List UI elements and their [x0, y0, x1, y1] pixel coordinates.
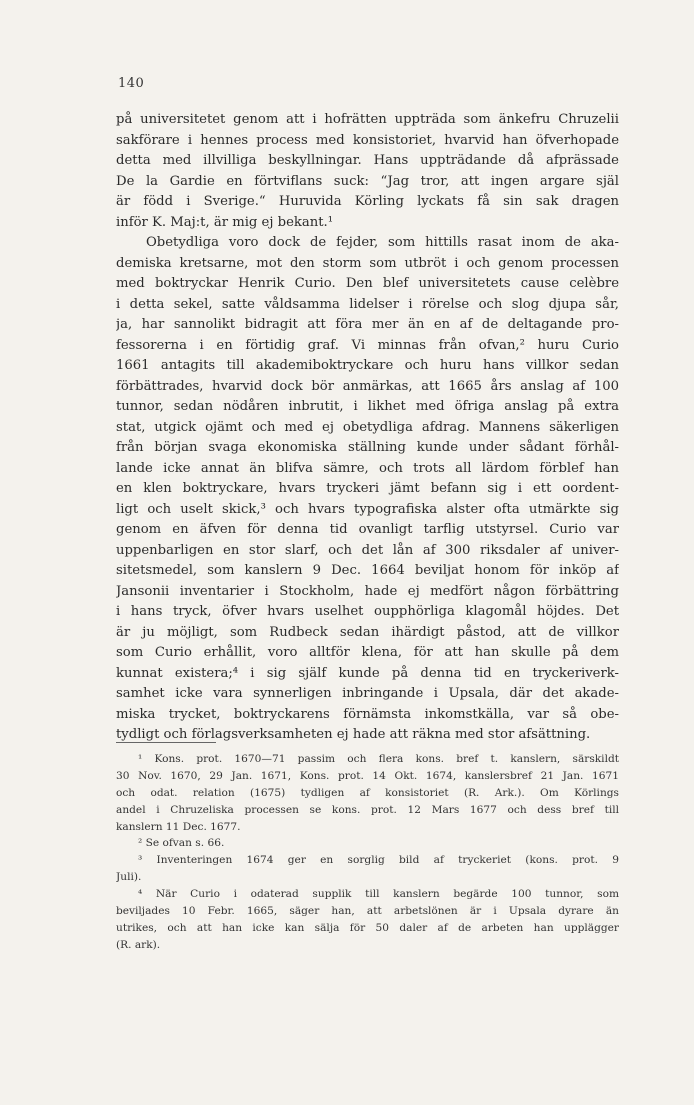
footnote-line: beviljades 10 Febr. 1665, säger han, att arbetslönen är i Upsala dyrare än	[116, 905, 619, 918]
text-line: på universitetet genom att i hofrätten uppträda som änkefru Chruzelii	[116, 112, 619, 127]
footnote-line: och odat. relation (1675) tydligen af konsistoriet (R. Ark.). Om Körlings	[116, 786, 619, 799]
text-line: tydligt och förlagsverksamheten ej hade att räkna med stor afsättning.	[116, 727, 591, 742]
footnote-line: ¹ Kons. prot. 1670—71 passim och flera kons. bref t. kanslern, särskildt	[138, 753, 619, 765]
text-line: tunnor, sedan nödåren inbrutit, i likhet med öfriga anslag på extra	[116, 399, 619, 414]
text-line: förbättrades, hvarvid dock bör anmärkas, att 1665 års anslag af 100	[116, 378, 619, 394]
footnote-line: ³ Inventeringen 1674 ger en sorglig bild af tryckeriet (kons. prot. 9	[138, 854, 619, 867]
text-line: sakförare i hennes process med konsistoriet, hvarvid han öfverhopade	[116, 132, 619, 148]
footnote-line: (R. ark).	[116, 938, 161, 951]
page-number: 140	[118, 76, 145, 91]
text-line: fessorerna i en förtidig graf. Vi minnas från ofvan,² huru Curio	[116, 337, 619, 353]
text-line: uppenbarligen en stor slarf, och det lån af 300 riksdaler af univer-	[116, 542, 619, 558]
text-line: med boktryckar Henrik Curio. Den blef universitetets cause celèbre	[116, 276, 619, 291]
text-line: 1661 antagits till akademiboktryckare och huru hans villkor sedan	[116, 358, 619, 373]
text-line: ja, har sannolikt bidragit att föra mer än en af de deltagande pro-	[116, 317, 619, 332]
text-line: som Curio erhållit, voro alltför klena, för att han skulle på dem	[116, 645, 619, 660]
text-line: miska trycket, boktryckarens förnämsta inkomstkälla, var så obe-	[116, 706, 619, 722]
text-line: ligt och uselt skick,³ och hvars typografiska alster ofta utmärkte sig	[116, 501, 619, 517]
footnote-line: utrikes, och att han icke kan sälja för 50 daler af de arbeten han upplägger	[116, 921, 619, 934]
footnote-divider	[116, 742, 216, 743]
text-line: kunnat existera;⁴ i sig själf kunde på denna tid en tryckeriverk-	[116, 665, 619, 681]
text-line: inför K. Maj:t, är mig ej bekant.¹	[116, 214, 334, 230]
text-line: genom en äfven för denna tid ovanligt tarflig utstyrsel. Curio var	[116, 522, 619, 537]
text-line: är ju möjligt, som Rudbeck sedan ihärdigt påstod, att de villkor	[116, 624, 619, 640]
text-line: är född i Sverige.“ Huruvida Körling lyckats få sin sak dragen	[116, 194, 619, 209]
footnote-line: ⁴ När Curio i odaterad supplik till kanslern begärde 100 tunnor, som	[138, 888, 619, 901]
text-line: i hans tryck, öfver hvars uselhet oupphörliga klagomål höjdes. Det	[116, 604, 619, 619]
text-line: en klen boktryckare, hvars tryckeri jämt befann sig i ett oordent-	[116, 481, 619, 496]
footnote-line: ² Se ofvan s. 66.	[138, 837, 225, 850]
footnote-line: Juli).	[116, 871, 142, 884]
text-line: detta med illvilliga beskyllningar. Hans uppträdande då afprässade	[116, 153, 619, 168]
text-line: sitetsmedel, som kanslern 9 Dec. 1664 beviljat honom för inköp af	[116, 563, 619, 578]
footnote-line: andel i Chruzeliska processen se kons. prot. 12 Mars 1677 och dess bref till	[116, 803, 619, 816]
text-line: lande icke annat än blifva sämre, och trots all lärdom förblef han	[116, 460, 619, 476]
footnote-line: kanslern 11 Dec. 1677.	[116, 820, 241, 833]
text-line: demiska kretsarne, mot den storm som utbröt i och genom processen	[116, 255, 619, 271]
text-line: från början svaga ekonomiska ställning kunde under sådant förhål-	[116, 440, 619, 455]
text-line: De la Gardie en förtviflans suck: “Jag tror, att ingen argare själ	[116, 173, 619, 189]
text-line: samhet icke vara synnerligen inbringande i Upsala, där det akade-	[116, 686, 619, 701]
text-line: Obetydliga voro dock de fejder, som hittills rasat inom de aka-	[146, 235, 619, 250]
text-line: stat, utgick ojämt och med ej obetydliga afdrag. Mannens säkerligen	[116, 419, 619, 435]
footnotes	[116, 751, 619, 954]
footnote-line: 30 Nov. 1670, 29 Jan. 1671, Kons. prot. 14 Okt. 1674, kanslersbref 21 Jan. 1671	[116, 769, 619, 782]
body-text	[116, 110, 619, 746]
text-line: i detta sekel, satte våldsamma lidelser i rörelse och slog djupa sår,	[116, 296, 619, 312]
text-line: Jansonii inventarier i Stockholm, hade ej medfört någon förbättring	[116, 583, 619, 599]
